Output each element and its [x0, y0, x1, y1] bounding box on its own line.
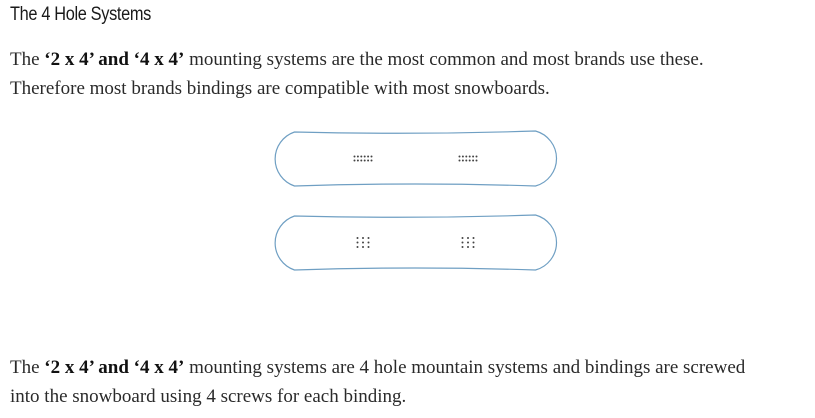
- insert-hole: [467, 237, 469, 239]
- description-bold-systems: ‘2 x 4’ and ‘4 x 4’: [44, 357, 185, 378]
- insert-hole: [465, 156, 467, 158]
- snowboard-illustrations: [262, 124, 568, 278]
- intro-text-start: The: [10, 49, 45, 70]
- description-text-end: mounting systems are 4 hole mountain systems and bindings are screwed: [184, 357, 746, 378]
- insert-hole: [354, 160, 356, 162]
- insert-hole: [360, 156, 362, 158]
- insert-hole: [462, 242, 464, 244]
- insert-hole: [473, 242, 475, 244]
- insert-hole: [368, 246, 370, 248]
- insert-hole: [368, 237, 370, 239]
- insert-hole: [357, 246, 359, 248]
- insert-hole: [469, 156, 471, 158]
- insert-hole: [371, 156, 373, 158]
- insert-hole: [357, 156, 359, 158]
- intro-text-line2: Therefore most brands bindings are compatible with most snowboards.: [10, 78, 550, 99]
- description-paragraph: [10, 353, 810, 411]
- insert-hole: [462, 237, 464, 239]
- insert-hole: [354, 156, 356, 158]
- insert-hole: [467, 242, 469, 244]
- insert-hole: [472, 156, 474, 158]
- description-text-start: The: [10, 357, 45, 378]
- insert-hole: [362, 246, 364, 248]
- insert-hole: [473, 237, 475, 239]
- insert-hole: [362, 242, 364, 244]
- insert-hole: [367, 156, 369, 158]
- insert-hole: [360, 160, 362, 162]
- intro-bold-systems: ‘2 x 4’ and ‘4 x 4’: [44, 49, 185, 70]
- insert-hole: [459, 156, 461, 158]
- intro-paragraph: [10, 45, 810, 103]
- insert-hole: [357, 160, 359, 162]
- insert-hole: [473, 246, 475, 248]
- insert-hole: [368, 242, 370, 244]
- insert-hole: [364, 160, 366, 162]
- section-heading: The 4 Hole Systems: [10, 4, 151, 25]
- description-text-line2: into the snowboard using 4 screws for each binding.: [10, 386, 407, 407]
- insert-hole: [465, 160, 467, 162]
- insert-hole: [367, 160, 369, 162]
- intro-text-end: mounting systems are the most common and most brands use these.: [184, 49, 704, 70]
- insert-hole: [357, 242, 359, 244]
- insert-hole: [476, 156, 478, 158]
- snowboard-outline: [275, 131, 556, 186]
- insert-hole: [371, 160, 373, 162]
- insert-hole: [362, 237, 364, 239]
- snowboard-4x4: [275, 215, 556, 270]
- insert-hole: [357, 237, 359, 239]
- snowboard-outline: [275, 215, 556, 270]
- insert-hole: [364, 156, 366, 158]
- snowboard-mounting-diagram: [262, 124, 568, 278]
- insert-hole: [462, 156, 464, 158]
- insert-hole: [472, 160, 474, 162]
- insert-hole: [459, 160, 461, 162]
- insert-hole: [476, 160, 478, 162]
- insert-hole: [467, 246, 469, 248]
- snowboard-2x4: [275, 131, 556, 186]
- insert-hole: [462, 246, 464, 248]
- insert-hole: [469, 160, 471, 162]
- insert-hole: [462, 160, 464, 162]
